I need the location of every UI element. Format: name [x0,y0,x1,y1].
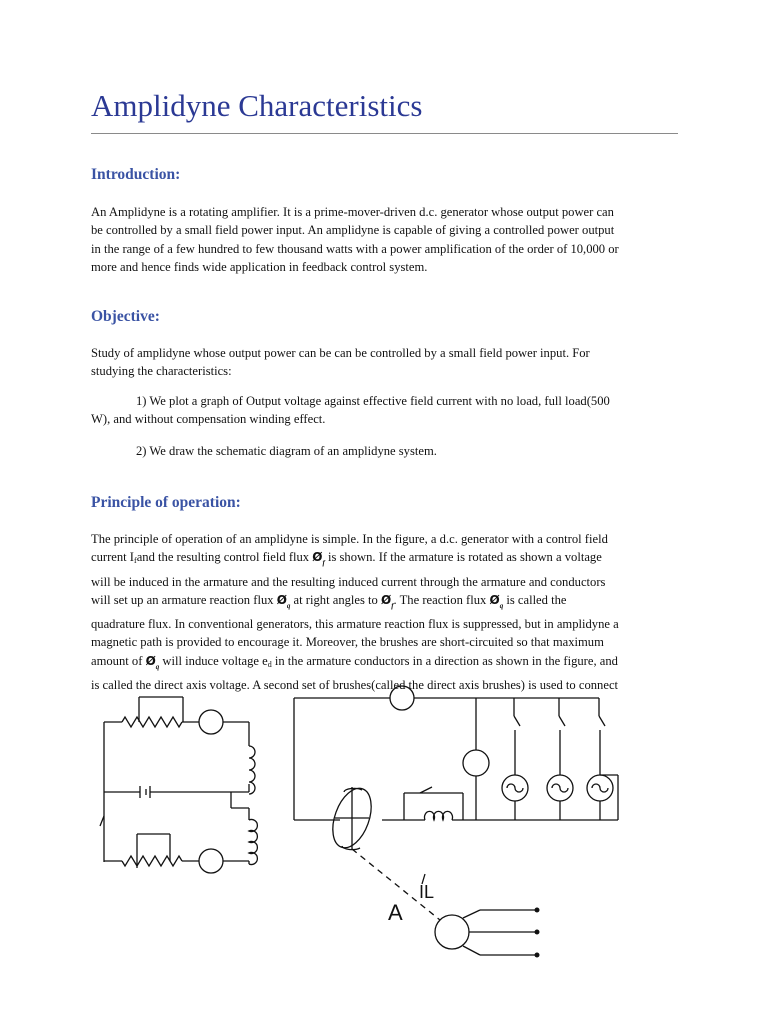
text-line: An Amplidyne is a rotating amplifier. It is a prime-mover-driven d.c. generator whose output power can [91,205,614,219]
text-line: will set up an armature reaction flux $Ø_q$ at right angles to $Ø_f$. The reaction flux $Ø_q$ is called the [91,592,567,610]
drive-motor [422,874,540,958]
text-line: 2) We draw the schematic diagram of an amplidyne system. [136,444,437,458]
amplidyne-circuit-diagram [0,678,768,1024]
principle-heading: Principle of operation: [91,494,241,511]
text-line: The principle of operation of an amplidyne is simple. In the figure, a d.c. generator with a control field [91,532,608,546]
armature-load-circuit [294,686,618,920]
meter-circle [463,750,489,776]
control-field-circuit [100,697,257,873]
title-divider [91,133,678,134]
meter-circle [390,686,414,710]
lamp-filament [592,784,608,792]
text-line: more and hence finds wide application in feedback control system. [91,259,428,274]
phi-symbol: Ø [145,653,156,668]
page-title: Amplidyne Characteristics [91,88,423,123]
field-coil [249,746,255,794]
objective-item-2 [91,442,681,460]
phi-symbol: Ø [489,592,500,607]
lamp-filament [507,784,523,792]
text-line: will be induced in the armature and the resulting induced current through the armature and conductors [91,574,606,589]
terminal-dot [535,908,540,913]
introduction-heading: Introduction: [91,166,181,183]
phi-symbol: Ø [312,550,323,565]
switch [514,716,520,726]
meter-circle [199,710,223,734]
label-a: A [388,900,403,925]
objective-item-1 [91,392,681,429]
text-line: in the range of a few hundred to few thousand watts with a power amplification of the order of 10,000 or [91,241,619,256]
text-line: current $I_fand$ the resulting control field flux $Ø_f$ is shown. If the armature is rotated as shown a voltage [91,550,602,568]
terminal-dot [535,953,540,958]
text-line: 1) We plot a graph of Output voltage against effective field current with no load, full load(500 [136,394,610,408]
objective-heading: Objective: [91,308,160,325]
phi-symbol: Ø [381,592,392,607]
phi-symbol: Ø [276,592,287,607]
meter-circle [199,849,223,873]
lamp-filament [552,784,568,792]
text-line: studying the characteristics: [91,364,232,379]
series-coil [425,811,453,820]
text-line: amount of $Ø_q$ will induce voltage $e_d$ in the armature conductors in a direction as shown in the figure, and [91,653,618,671]
switch [599,716,605,726]
switch [420,787,432,793]
text-line: be controlled by a small field power input. An amplidyne is capable of giving a controlled power output [91,223,615,238]
text-line: quadrature flux. In conventional generators, this armature reaction flux is suppressed, but in amplidyne a [91,617,619,632]
principle-paragraph [91,530,681,693]
text-line: W), and without compensation winding effect. [91,412,326,427]
text-line: Study of amplidyne whose output power can be can be controlled by a small field power input. For [91,346,590,360]
switch [559,716,565,726]
objective-paragraph [91,344,681,381]
text-line: is called the direct axis voltage. A second set of brushes(called the direct axis brushes) is used to connect [91,678,619,693]
terminal-dot [535,930,540,935]
label-il: IL [419,882,435,902]
field-coil [249,820,257,865]
text-line: magnetic path is provided to encourage it. Moreover, the brushes are short-circuited so that maximum [91,635,604,650]
introduction-paragraph [91,203,681,276]
